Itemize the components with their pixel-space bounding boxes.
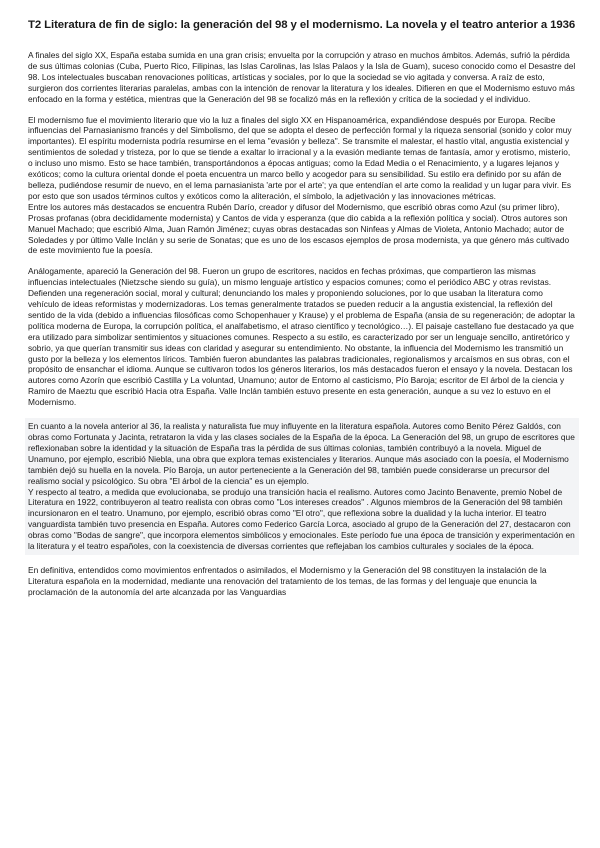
paragraph-crisis-intro: A finales del siglo XX, España estaba sumida en una gran crisis; envuelta por la corrupción y atraso en muchos ámbitos. Además, sufrió la pérdida de sus últimas colonias (Cuba, Puerto Rico, Filipinas, las Islas Carolinas, las Islas Palaos y la Isla de Guam), suceso conocido como el Desastre del 98. Los intelectuales buscaban renovaciones políticas, artísticas y sociales, por lo que la sociedad se vio agitada y conversa. A raíz de esto, surgieron dos corrientes literarias paralelas, ambas con la intención de renovar la literatura y los ideales. Difieren en que el Modernismo estuvo más enfocado en la forma y estética, mientras que la Generación del 98 se focalizó más en la reflexión y crítica de la sociedad y el individuo. xyxy=(28,50,576,104)
document-title: T2 Literatura de fin de siglo: la generación del 98 y el modernismo. La novela y el teatro anterior a 1936 xyxy=(28,19,576,31)
paragraph-generacion-98: Análogamente, apareció la Generación del 98. Fueron un grupo de escritores, nacidos en fechas próximas, que compartieron las mismas influencias intelectuales (Nietzsche siendo su guía), un mismo lenguaje artístico y espacios comunes; como el periódico ABC y otras revistas. Defienden una regeneración social, moral y cultural; denunciando los males y proponiendo soluciones, por lo que usaban la literatura como vehículo de ideas reformistas y modernizadoras. Los temas generalmente tratados se pueden reducir a la angustia existencial, la reflexión del sentido de la vida (debido a influencias filosóficas como Schopenhauer y Krause) y el problema de España (ansia de su regeneración; de adoptar la política moderna de Europa, la corrupción política, el analfabetismo, el atraso científico y tecnológico…). El paisaje castellano fue destacado ya que era utilizado para simbolizar sentimientos y situaciones comunes. Respecto a su estilo, es caracterizado por ser un lenguaje sencillo, antiretórico y sobrio, ya que querían transmitir sus ideas con claridad y asegurar su entendimiento. No obstante, la influencia del Modernismo les transmitió un gusto por la belleza y los elementos líricos. También fueron abundantes las palabras tradicionales, regionalismos y arcaísmos en sus obras, con el propósito de ensanchar el idioma. Aunque se cultivaron todos los géneros literarios, los más destacados fueron el ensayo y la novela. Destacan los autores como Azorín que escribió Castilla y La voluntad, Unamuno; autor de Entorno al casticismo, Pío Baroja; escritor de El árbol de la ciencia y Ramiro de Maeztu que escribió Hacia otra España. Valle Inclán también estuvo presente en esta generación, aunque a su vez lo estuvo en el Modernismo. xyxy=(28,266,575,408)
document-page xyxy=(28,18,576,608)
paragraph-conclusion: En definitiva, entendidos como movimientos enfrentados o asimilados, el Modernismo y la Generación del 98 constituyen la instalación de la Literatura española en la modernidad, mediante una renovación del tratamiento de los temas, de las formas y del lenguaje que enuncia la proclamación de la autonomía del arte alcanzada por las Vanguardias xyxy=(28,564,547,597)
paragraph-modernismo: El modernismo fue el movimiento literario que vio la luz a finales del siglo XX en Hispanoamérica, expandiéndose después por Europa. Recibe influencias del Parnasianismo francés y del Simbolismo, del que se adopta el deseo de perfección formal y la riqueza sensorial (sonido y color muy importantes). El espíritu modernista podría resumirse en el lema "evasión y belleza". Se transmite el malestar, el hastío vital, angustia existencial y sentimientos de soledad y tristeza, por lo que se tiende a exaltar lo irracional y a la evasión mediante temas de fantasía, amor y erotismo, misterio, o incluso uno mismo. Esto se hace también, transportándonos a épocas antiguas; como la Edad Media o el Renacimiento, y a lugares lejanos y exóticos; como la cultura oriental donde el poeta encuentra un marco bello y acogedor para su sensibilidad. Su estilo era definido por su afán de belleza, pudiéndose resumir de nuevo, en el lema parnasianista 'arte por el arte'; ya que entendían el arte como la realidad y un lugar para vivir. Es por esto que son usados términos cultos y exóticos como la aliteración, el símbolo, la adjetivación y las innovaciones métricas. Entre los autores más destacados se encuentra Rubén Darío, creador y difusor del Modernismo, que escribió obras como Azul (su primer libro), Prosas profanas (obra decididamente modernista) y Cantos de vida y esperanza (que dio cabida a la reflexión política y social). Otros autores son Manuel Machado; que escribió Alma, Juan Ramón Jiménez; cuyas obras destacadas son Ninfeas y Almas de Violeta, Antonio Machado; autor de Soledades y por último Valle Inclán y su serie de Sonatas; que es uno de los escasos ejemplos de prosa modernista, ya que género más cultivado de este movimiento fue la poesía. xyxy=(28,114,572,256)
paragraph-novela-teatro: En cuanto a la novela anterior al 36, la realista y naturalista fue muy influyente en la literatura española. Autores como Benito Pérez Galdós, con obras como Fortunata y Jacinta, retrataron la vida y las clases sociales de la España de la época. La Generación del 98, un grupo de escritores que reflexionaban sobre la identidad y la situación de España tras la pérdida de sus últimas colonias, también contribuyó a la novela. Miguel de Unamuno, por ejemplo, escribió Niebla, una obra que explora temas existenciales y literarios. Aunque más asociado con la poesía, el Modernismo también dejó su huella en la novela. Pío Baroja, un autor perteneciente a la Generación del 98, también puede considerarse un precursor del realismo social y psicológico. Su obra "El árbol de la ciencia" es un ejemplo. Y respecto al teatro, a medida que evolucionaba, se produjo una transición hacia el realismo. Autores como Jacinto Benavente, premio Nobel de Literatura en 1922, contribuyeron al teatro realista con obras como "Los intereses creados" . Algunos miembros de la Generación del 98 también incursionaron en el teatro. Unamuno, por ejemplo, escribió obras como "El otro", que reflexiona sobre la dualidad y la lucha interior. El teatro vanguardista también tuvo presencia en España. Autores como Federico García Lorca, asociado al grupo de la Generación del 27, destacaron con obras como "Bodas de sangre", que incorpora elementos simbólicos y emocionales. Este período fue una época de transición y experimentación en la literatura y el teatro españoles, con la coexistencia de diversas corrientes que reflejaban los cambios culturales y sociales de la época. xyxy=(25,418,579,555)
